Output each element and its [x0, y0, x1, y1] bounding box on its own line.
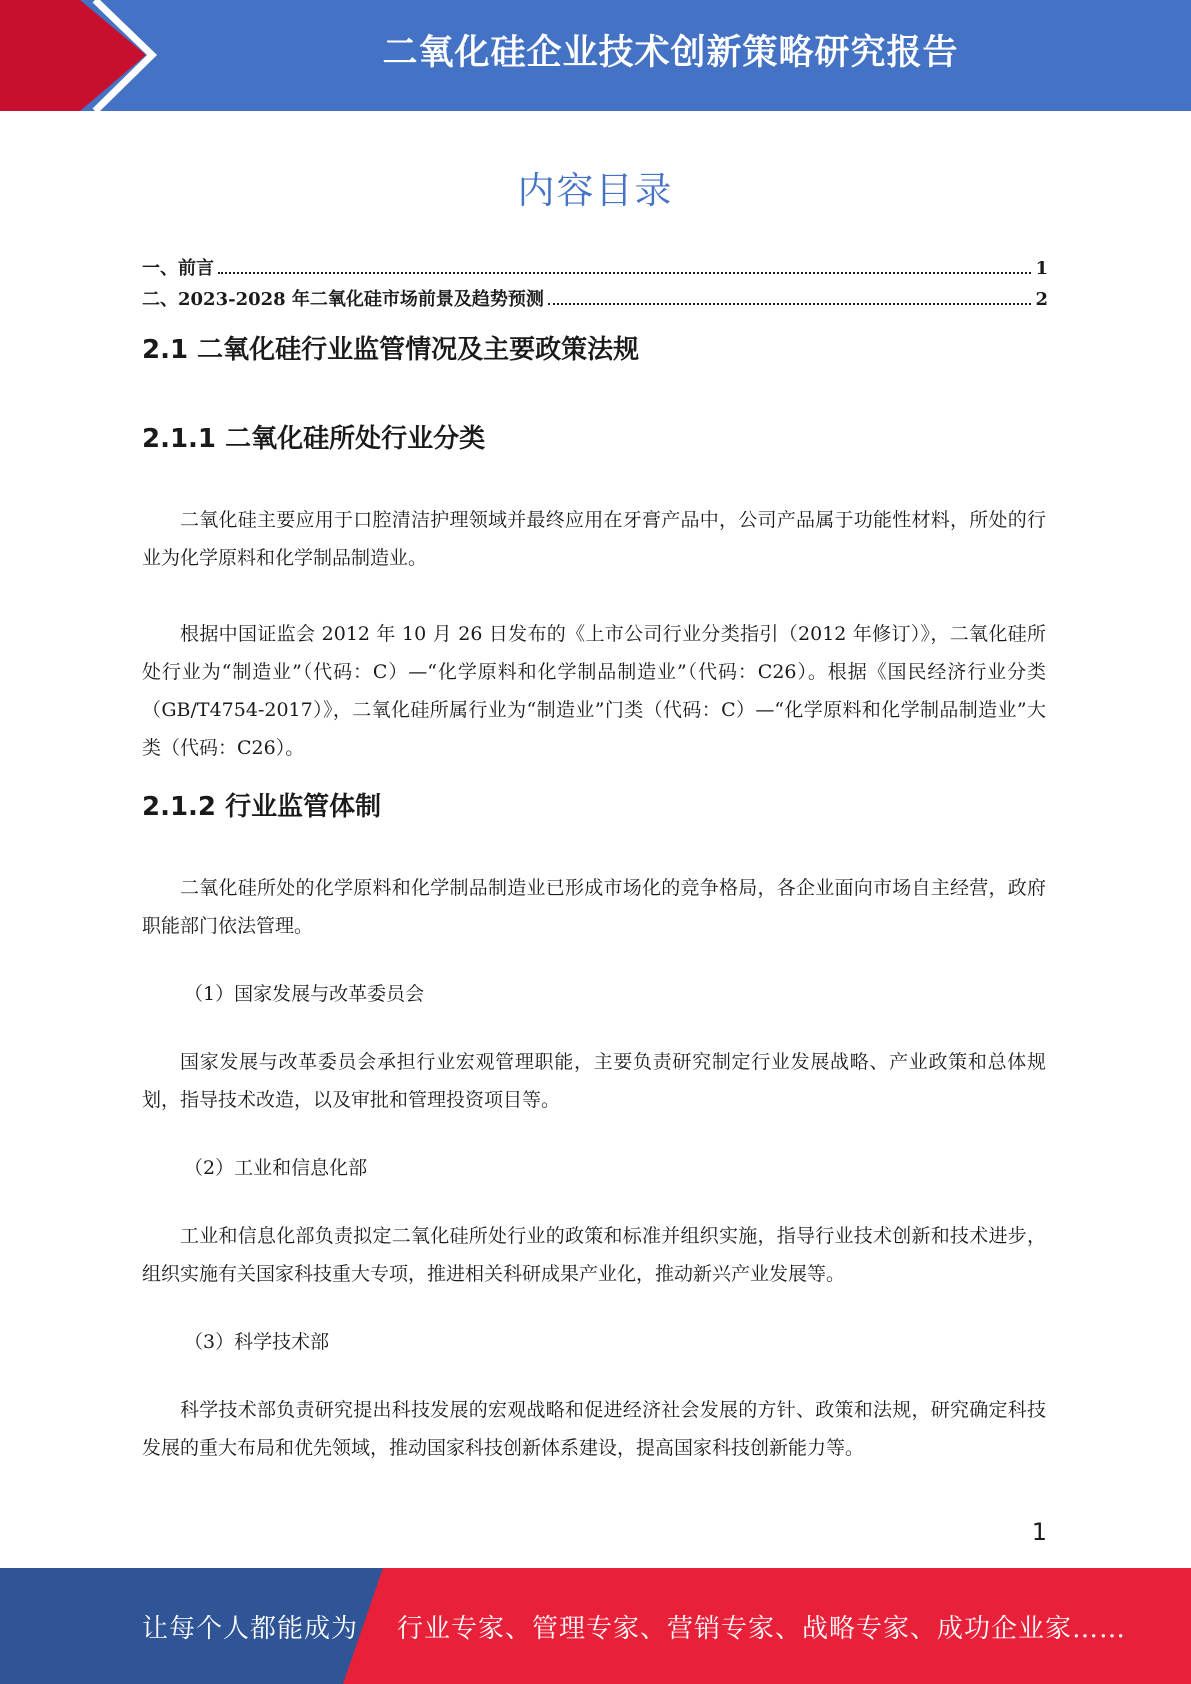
- toc-entry-market-forecast[interactable]: [142, 285, 1048, 316]
- paragraph-industry-classification: 二氧化硅主要应用于口腔清洁护理领域并最终应用在牙膏产品中，公司产品属于功能性材料，所处的行业为化学原料和化学制品制造业。: [142, 509, 1046, 569]
- report-title: 二氧化硅企业技术创新策略研究报告: [382, 33, 959, 73]
- section-heading-2-1-1: 2.1.1 二氧化硅所处行业分类: [142, 424, 486, 454]
- section-heading-2-1: 2.1 二氧化硅行业监管情况及主要政策法规: [142, 335, 640, 365]
- toc-entry-label: 一、前言: [142, 258, 214, 279]
- page-number: 1: [1031, 1518, 1047, 1546]
- toc-title: 内容目录: [517, 169, 674, 212]
- document-body: [142, 330, 1046, 1467]
- subheading-miit: （2）工业和信息化部: [184, 1157, 368, 1179]
- toc-entry-preface[interactable]: [142, 254, 1048, 285]
- toc-entry-page: 1: [1035, 258, 1048, 279]
- toc-entry-page: 2: [1035, 289, 1048, 310]
- subheading-ndrc: （1）国家发展与改革委员会: [184, 983, 425, 1005]
- toc-leader-dots: [548, 303, 1032, 305]
- toc-leader-dots: [218, 272, 1031, 274]
- table-of-contents: [142, 254, 1048, 316]
- paragraph-ndrc: 国家发展与改革委员会承担行业宏观管理职能，主要负责研究制定行业发展战略、产业政策和总体规划，指导技术改造，以及审批和管理投资项目等。: [142, 1051, 1046, 1111]
- paragraph-miit: 工业和信息化部负责拟定二氧化硅所处行业的政策和标准并组织实施，指导行业技术创新和技术进步，组织实施有关国家科技重大专项，推进相关科研成果产业化，推动新兴产业发展等。: [142, 1225, 1046, 1285]
- toc-entry-label: 二、2023-2028 年二氧化硅市场前景及趋势预测: [142, 289, 544, 310]
- subheading-most: （3）科学技术部: [184, 1331, 330, 1353]
- section-heading-2-1-2: 2.1.2 行业监管体制: [142, 792, 382, 822]
- paragraph-csrc-classification: 根据中国证监会 2012 年 10 月 26 日发布的《上市公司行业分类指引（2012 年修订）》，二氧化硅所处行业为“制造业”（代码：C）—“化学原料和化学制品制造业”（代码：C26）。根据《国民经济行业分类（GB/T4754-2017）》，二氧化硅所属行业为“制造业”门类（代码：C）—“化学原料和化学制品制造业”大类（代码：C26）。: [142, 623, 1046, 759]
- paragraph-regulatory-overview: 二氧化硅所处的化学原料和化学制品制造业已形成市场化的竞争格局，各企业面向市场自主经营，政府职能部门依法管理。: [142, 877, 1046, 937]
- footer-slogan-right: 行业专家、管理专家、营销专家、战略专家、成功企业家……: [397, 1614, 1127, 1644]
- paragraph-most: 科学技术部负责研究提出科技发展的宏观战略和促进经济社会发展的方针、政策和法规，研究确定科技发展的重大布局和优先领域，推动国家科技创新体系建设，提高国家科技创新能力等。: [142, 1399, 1046, 1459]
- footer-slogan-left: 让每个人都能成为: [142, 1614, 359, 1644]
